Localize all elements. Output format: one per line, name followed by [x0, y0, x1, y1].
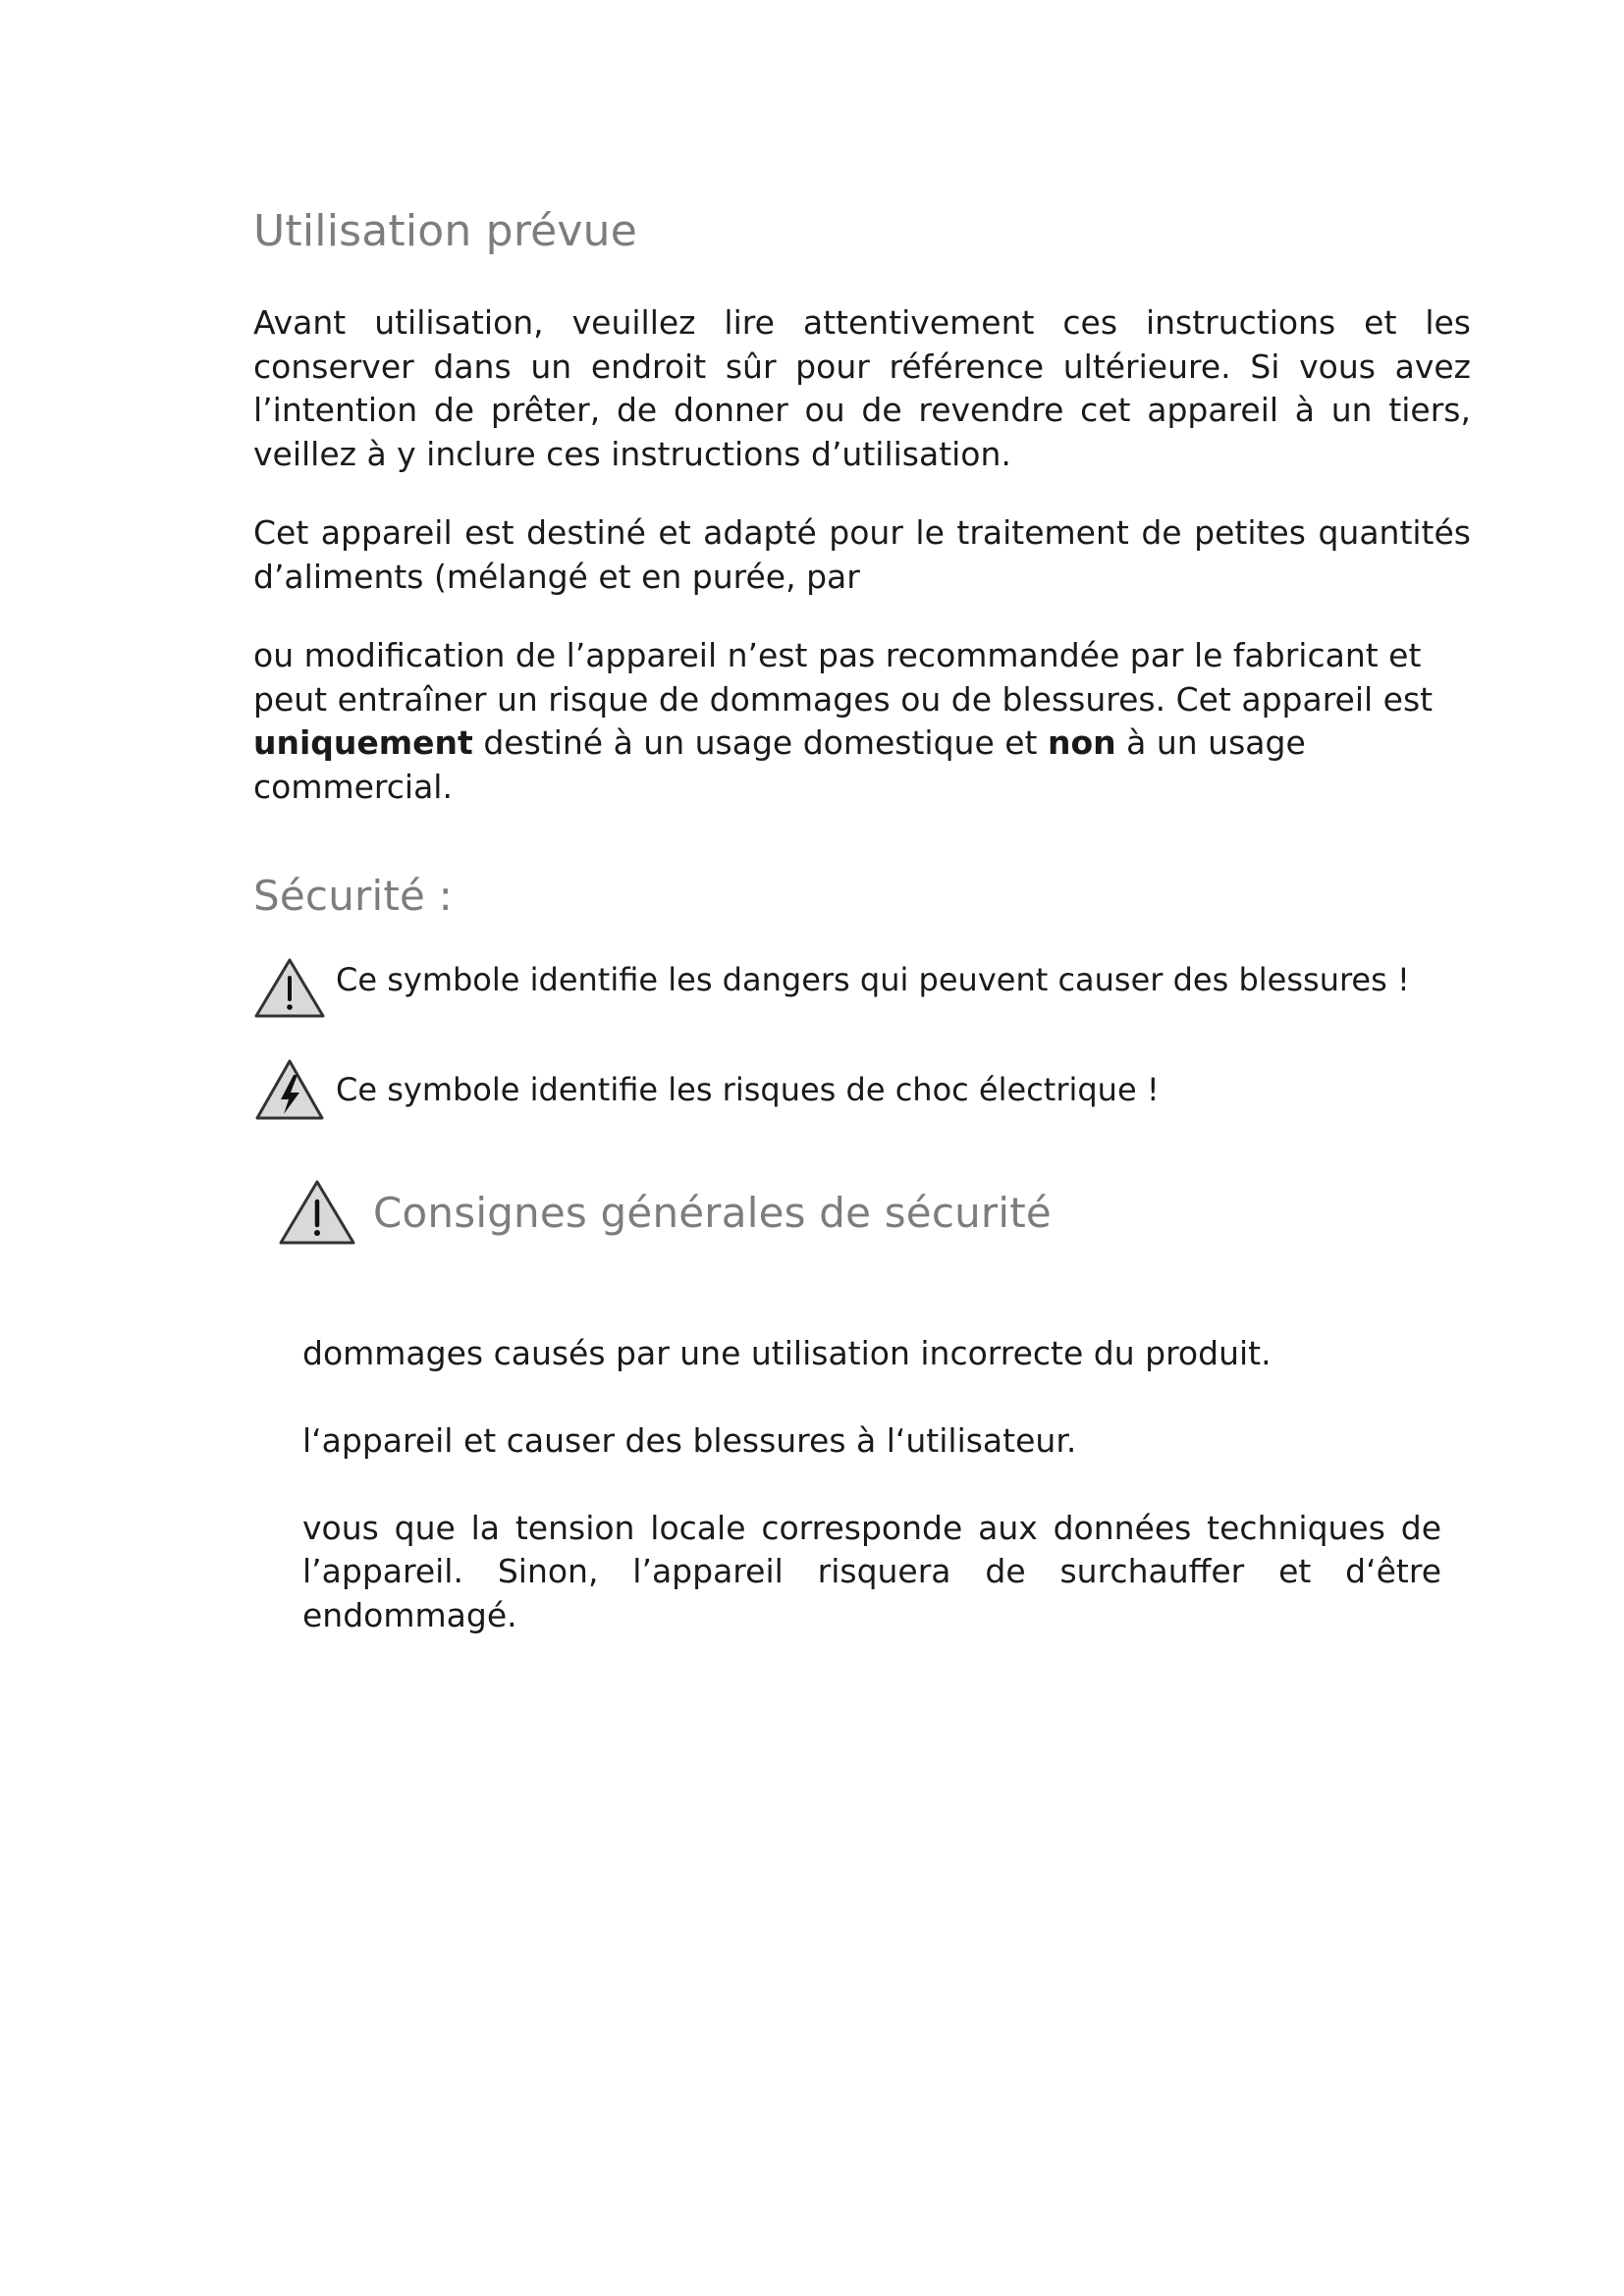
continuation-bold-1: uniquement	[253, 723, 473, 763]
intro-paragraph-3	[253, 634, 1471, 809]
safety-symbol-row-shock	[253, 1053, 1471, 1124]
continuation-part-3: à un usage commercial.	[253, 723, 1306, 806]
intro-paragraph-2: Cet appareil est destiné et adapté pour le traitement de petites quantités d’aliments (mélangé et en purée, par	[253, 513, 1471, 596]
page-title: Utilisation prévue	[253, 206, 638, 256]
safety-item-1: dommages causés par une utilisation incorrecte du produit.	[302, 1334, 1272, 1373]
general-safety-heading-text: Consignes générales de sécurité	[373, 1188, 1052, 1237]
safety-symbol-row-injury	[253, 953, 1471, 1020]
safety-item-2: l‘appareil et causer des blessures à l‘utilisateur.	[302, 1421, 1077, 1461]
safety-heading: Sécurité :	[253, 872, 453, 921]
intro-paragraph-1: Avant utilisation, veuillez lire attentivement ces instructions et les conserver dans un endroit sûr pour référence ultérieure. Si vous avez l’intention de prêter, de donner ou de revendre cet appareil à un tiers, veillez à y inclure ces instructions d’utilisation.	[253, 303, 1471, 473]
general-safety-heading-row	[277, 1177, 1471, 1248]
warning-triangle-icon	[277, 1177, 357, 1248]
continuation-bold-2: non	[1047, 723, 1116, 763]
continuation-part-2: destiné à un usage domestique et	[472, 723, 1048, 763]
electric-shock-icon	[253, 1055, 326, 1124]
safety-symbol-text-injury: Ce symbole identifie les dangers qui peuvent causer des blessures !	[336, 961, 1410, 999]
safety-item-3: vous que la tension locale corresponde aux données techniques de l’appareil. Sinon, l’appareil risquera de surchauffer et d‘être endommagé.	[302, 1508, 1441, 1634]
safety-symbol-text-shock: Ce symbole identifie les risques de choc électrique !	[336, 1071, 1160, 1109]
warning-triangle-icon	[253, 955, 326, 1020]
safety-items-list	[302, 1332, 1441, 1637]
page-content	[253, 206, 1471, 1637]
continuation-part-1: ou modification de l’appareil n’est pas recommandée par le fabricant et peut entraîner un risque de dommages ou de blessures. Cet appareil est	[253, 636, 1434, 719]
